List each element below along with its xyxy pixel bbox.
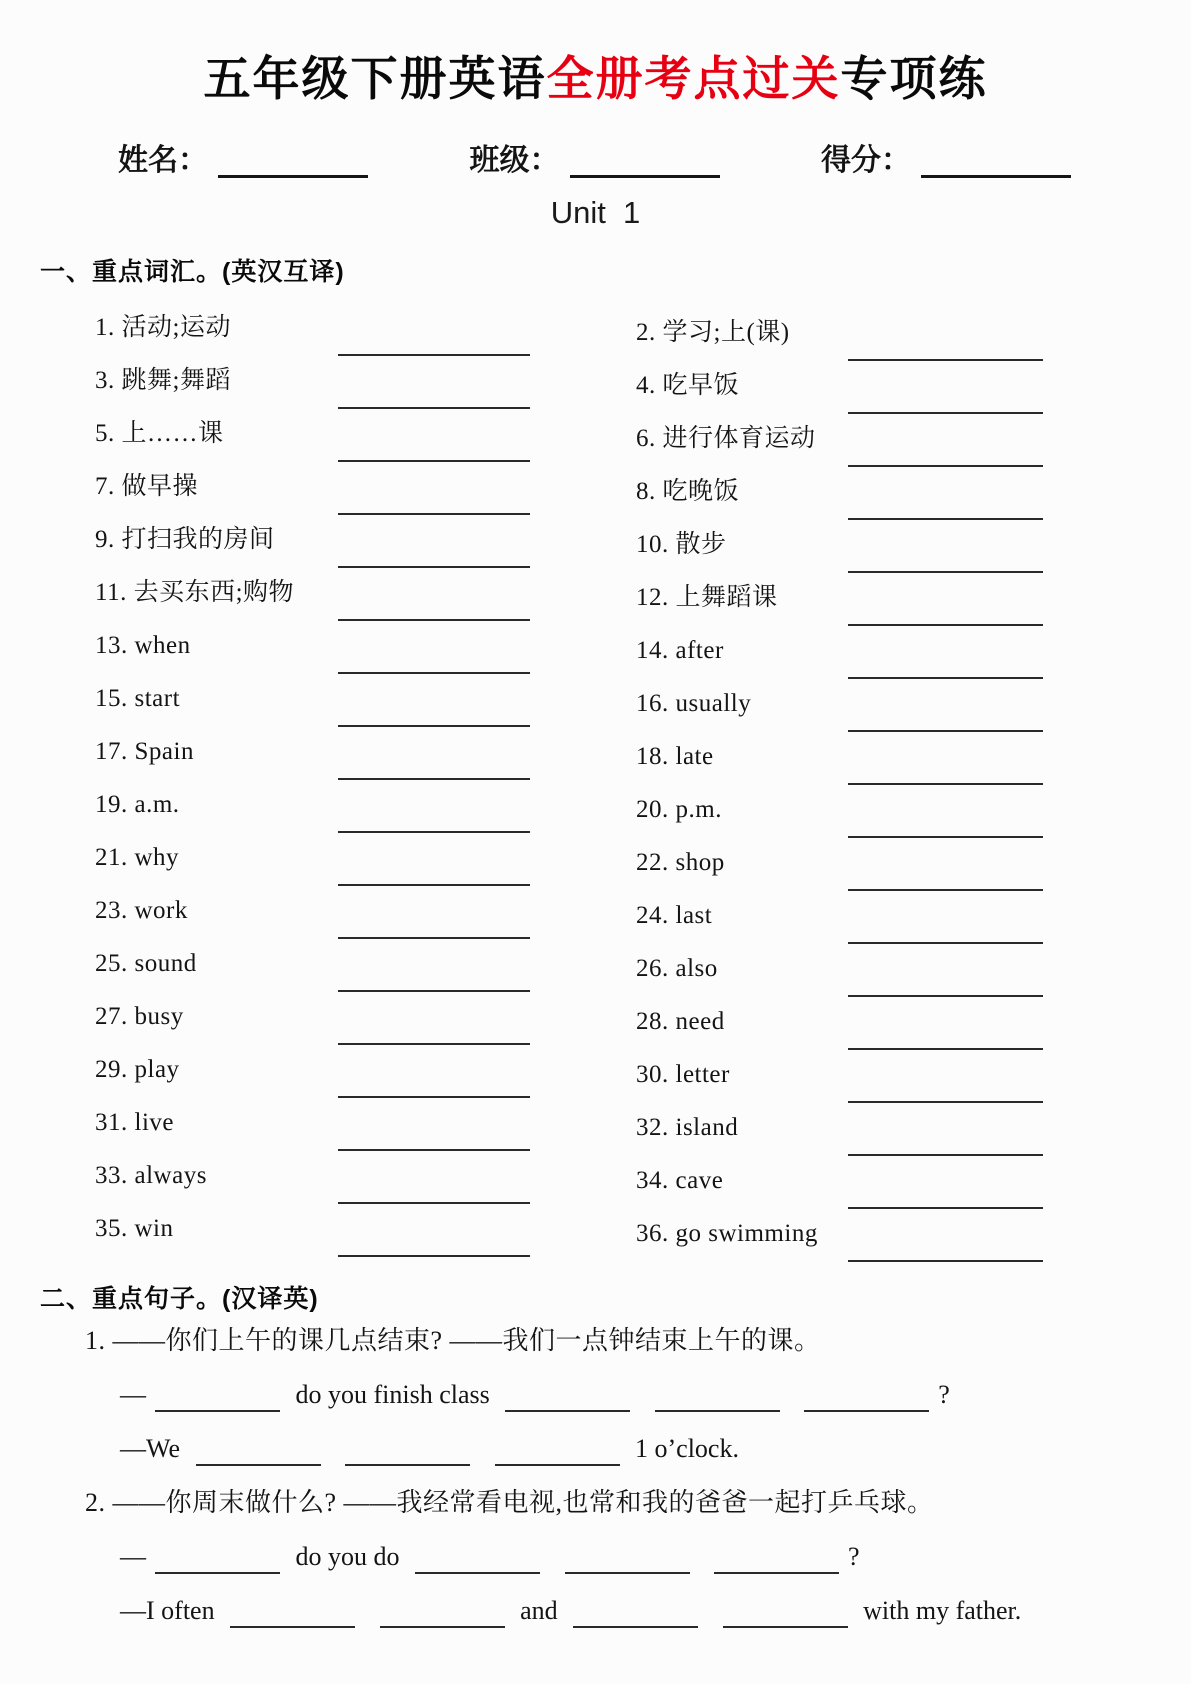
answer-blank xyxy=(848,885,1043,891)
score-field xyxy=(821,141,1071,181)
vocab-term: 7. 做早操 xyxy=(95,472,199,500)
title-suffix: 专项练 xyxy=(840,52,988,105)
class-label: 班级： xyxy=(469,143,560,177)
vocab-row xyxy=(636,361,1043,414)
vocab-row xyxy=(95,674,530,727)
answer-blank xyxy=(338,774,530,780)
dash: — xyxy=(120,1541,146,1571)
answer-blank xyxy=(565,1560,690,1574)
vocab-term: 9. 打扫我的房间 xyxy=(95,525,275,553)
vocab-row xyxy=(636,414,1043,467)
vocab-right-column xyxy=(636,303,1043,1262)
answer-blank xyxy=(338,827,530,833)
vocab-row xyxy=(95,409,530,462)
vocab-term: 30. letter xyxy=(636,1060,730,1088)
vocab-row xyxy=(636,520,1043,573)
answer-blank xyxy=(655,1398,780,1412)
answer-blank xyxy=(338,668,530,674)
section1-heading: 一、重点词汇。(英汉互译) xyxy=(40,257,345,286)
answer-blank xyxy=(155,1398,280,1412)
dash: — xyxy=(120,1379,146,1409)
vocab-term: 31. live xyxy=(95,1108,174,1136)
vocab-row xyxy=(95,621,530,674)
vocab-row xyxy=(636,467,1043,520)
answer-blank xyxy=(848,779,1043,785)
vocab-term: 5. 上……课 xyxy=(95,419,224,447)
score-blank xyxy=(921,166,1071,178)
vocab-row xyxy=(636,997,1043,1050)
vocab-row xyxy=(636,838,1043,891)
vocab-list xyxy=(95,303,1191,1262)
vocab-term: 18. late xyxy=(636,742,714,770)
q1-given-text: do you finish class xyxy=(295,1379,490,1409)
vocab-term: 14. after xyxy=(636,636,724,664)
q2-question-line xyxy=(120,1530,1191,1584)
answer-blank xyxy=(848,408,1043,414)
vocab-term: 25. sound xyxy=(95,949,197,977)
header-fields xyxy=(118,141,1071,181)
answer-blank xyxy=(848,514,1043,520)
title-prefix: 五年级下册英语 xyxy=(203,52,547,105)
vocab-row xyxy=(95,303,530,356)
vocab-term: 29. play xyxy=(95,1055,180,1083)
answer-blank xyxy=(714,1560,839,1574)
vocab-row xyxy=(95,462,530,515)
vocab-row xyxy=(95,515,530,568)
vocab-term: 8. 吃晚饭 xyxy=(636,477,740,505)
answer-blank xyxy=(848,567,1043,573)
vocab-term: 23. work xyxy=(95,896,188,924)
vocab-term: 34. cave xyxy=(636,1166,724,1194)
class-blank xyxy=(570,166,720,178)
vocab-term: 24. last xyxy=(636,901,713,929)
q1-prompt: 1. ——你们上午的课几点结束? ——我们一点钟结束上午的课。 xyxy=(85,1325,821,1355)
answer-blank xyxy=(848,938,1043,944)
vocab-row xyxy=(636,1050,1043,1103)
answer-blank xyxy=(338,456,530,462)
vocab-term: 20. p.m. xyxy=(636,795,722,823)
name-blank xyxy=(218,166,368,178)
vocab-row xyxy=(95,727,530,780)
q1-question-line xyxy=(120,1368,1191,1422)
section2-heading: 二、重点句子。(汉译英) xyxy=(40,1284,319,1313)
q1-answer-start: —We xyxy=(120,1433,180,1463)
vocab-term: 21. why xyxy=(95,843,180,871)
vocab-term: 3. 跳舞;舞蹈 xyxy=(95,366,231,394)
vocab-term: 17. Spain xyxy=(95,737,194,765)
answer-blank xyxy=(338,1145,530,1151)
vocab-row xyxy=(636,891,1043,944)
answer-blank xyxy=(848,1097,1043,1103)
vocab-row xyxy=(636,944,1043,997)
q2-answer-end: with my father. xyxy=(863,1595,1022,1625)
vocab-term: 6. 进行体育运动 xyxy=(636,424,816,452)
answer-blank xyxy=(338,562,530,568)
title-highlight: 全册考点过关 xyxy=(546,52,841,105)
vocab-term: 26. also xyxy=(636,954,718,982)
q2-answer-start: —I often xyxy=(120,1595,215,1625)
vocab-term: 19. a.m. xyxy=(95,790,180,818)
vocab-row xyxy=(636,308,1043,361)
answer-blank xyxy=(848,1044,1043,1050)
vocab-row xyxy=(95,1151,530,1204)
page-title xyxy=(0,0,1191,109)
answer-blank xyxy=(338,1251,530,1257)
vocab-term: 28. need xyxy=(636,1007,725,1035)
answer-blank xyxy=(345,1452,470,1466)
vocab-term: 27. busy xyxy=(95,1002,184,1030)
answer-blank xyxy=(380,1614,505,1628)
class-field xyxy=(470,141,720,181)
vocab-row xyxy=(636,573,1043,626)
answer-blank xyxy=(848,673,1043,679)
vocab-row xyxy=(95,1204,530,1257)
vocab-row xyxy=(636,1156,1043,1209)
vocab-row xyxy=(636,732,1043,785)
answer-blank xyxy=(338,880,530,886)
vocab-row xyxy=(636,1209,1043,1262)
q2-answer-mid: and xyxy=(520,1595,558,1625)
vocab-row xyxy=(95,780,530,833)
answer-blank xyxy=(848,726,1043,732)
answer-blank xyxy=(848,355,1043,361)
answer-blank xyxy=(848,620,1043,626)
q2-answer-line xyxy=(120,1584,1191,1638)
vocab-term: 2. 学习;上(课) xyxy=(636,318,790,346)
vocab-row xyxy=(636,785,1043,838)
unit-title: Unit 1 xyxy=(550,194,641,230)
q2-given-text: do you do xyxy=(295,1541,400,1571)
vocab-row xyxy=(95,886,530,939)
answer-blank xyxy=(338,615,530,621)
vocab-term: 15. start xyxy=(95,684,181,712)
answer-blank xyxy=(848,1203,1043,1209)
answer-blank xyxy=(723,1614,848,1628)
vocab-term: 35. win xyxy=(95,1214,174,1242)
name-label: 姓名： xyxy=(118,143,208,177)
answer-blank xyxy=(338,986,530,992)
vocab-term: 33. always xyxy=(95,1161,207,1189)
vocab-term: 36. go swimming xyxy=(636,1219,818,1247)
vocab-term: 12. 上舞蹈课 xyxy=(636,583,778,611)
vocab-row xyxy=(95,1045,530,1098)
vocab-row xyxy=(95,939,530,992)
vocab-row xyxy=(95,568,530,621)
answer-blank xyxy=(804,1398,929,1412)
vocab-term: 16. usually xyxy=(636,689,752,717)
vocab-row xyxy=(95,992,530,1045)
answer-blank xyxy=(338,403,530,409)
answer-blank xyxy=(338,509,530,515)
q1-question-mark: ? xyxy=(938,1379,950,1409)
score-label: 得分： xyxy=(821,143,911,177)
q1-answer-end: 1 o’clock. xyxy=(635,1433,739,1463)
vocab-term: 4. 吃早饭 xyxy=(636,371,740,399)
vocab-row xyxy=(636,679,1043,732)
name-field xyxy=(118,141,368,181)
q2-prompt: 2. ——你周末做什么? ——我经常看电视,也常和我的爸爸一起打乒乓球。 xyxy=(85,1487,934,1517)
answer-blank xyxy=(573,1614,698,1628)
vocab-left-column xyxy=(95,303,530,1262)
answer-blank xyxy=(848,991,1043,997)
vocab-row xyxy=(95,1098,530,1151)
vocab-term: 1. 活动;运动 xyxy=(95,313,231,341)
answer-blank xyxy=(338,350,530,356)
answer-blank xyxy=(848,1150,1043,1156)
vocab-term: 10. 散步 xyxy=(636,530,727,558)
answer-blank xyxy=(848,832,1043,838)
vocab-row xyxy=(95,356,530,409)
vocab-term: 32. island xyxy=(636,1113,739,1141)
answer-blank xyxy=(495,1452,620,1466)
vocab-row xyxy=(95,833,530,886)
vocab-term: 13. when xyxy=(95,631,191,659)
answer-blank xyxy=(338,933,530,939)
answer-blank xyxy=(338,721,530,727)
answer-blank xyxy=(196,1452,321,1466)
answer-blank xyxy=(338,1198,530,1204)
vocab-term: 11. 去买东西;购物 xyxy=(95,578,295,606)
answer-blank xyxy=(848,1256,1043,1262)
section2-body xyxy=(0,1314,1191,1638)
vocab-term: 22. shop xyxy=(636,848,725,876)
answer-blank xyxy=(338,1039,530,1045)
vocab-row xyxy=(636,626,1043,679)
q2-question-mark: ? xyxy=(848,1541,860,1571)
answer-blank xyxy=(415,1560,540,1574)
vocab-row xyxy=(636,1103,1043,1156)
answer-blank xyxy=(230,1614,355,1628)
answer-blank xyxy=(848,461,1043,467)
answer-blank xyxy=(338,1092,530,1098)
answer-blank xyxy=(155,1560,280,1574)
answer-blank xyxy=(505,1398,630,1412)
q1-answer-line xyxy=(120,1422,1191,1476)
